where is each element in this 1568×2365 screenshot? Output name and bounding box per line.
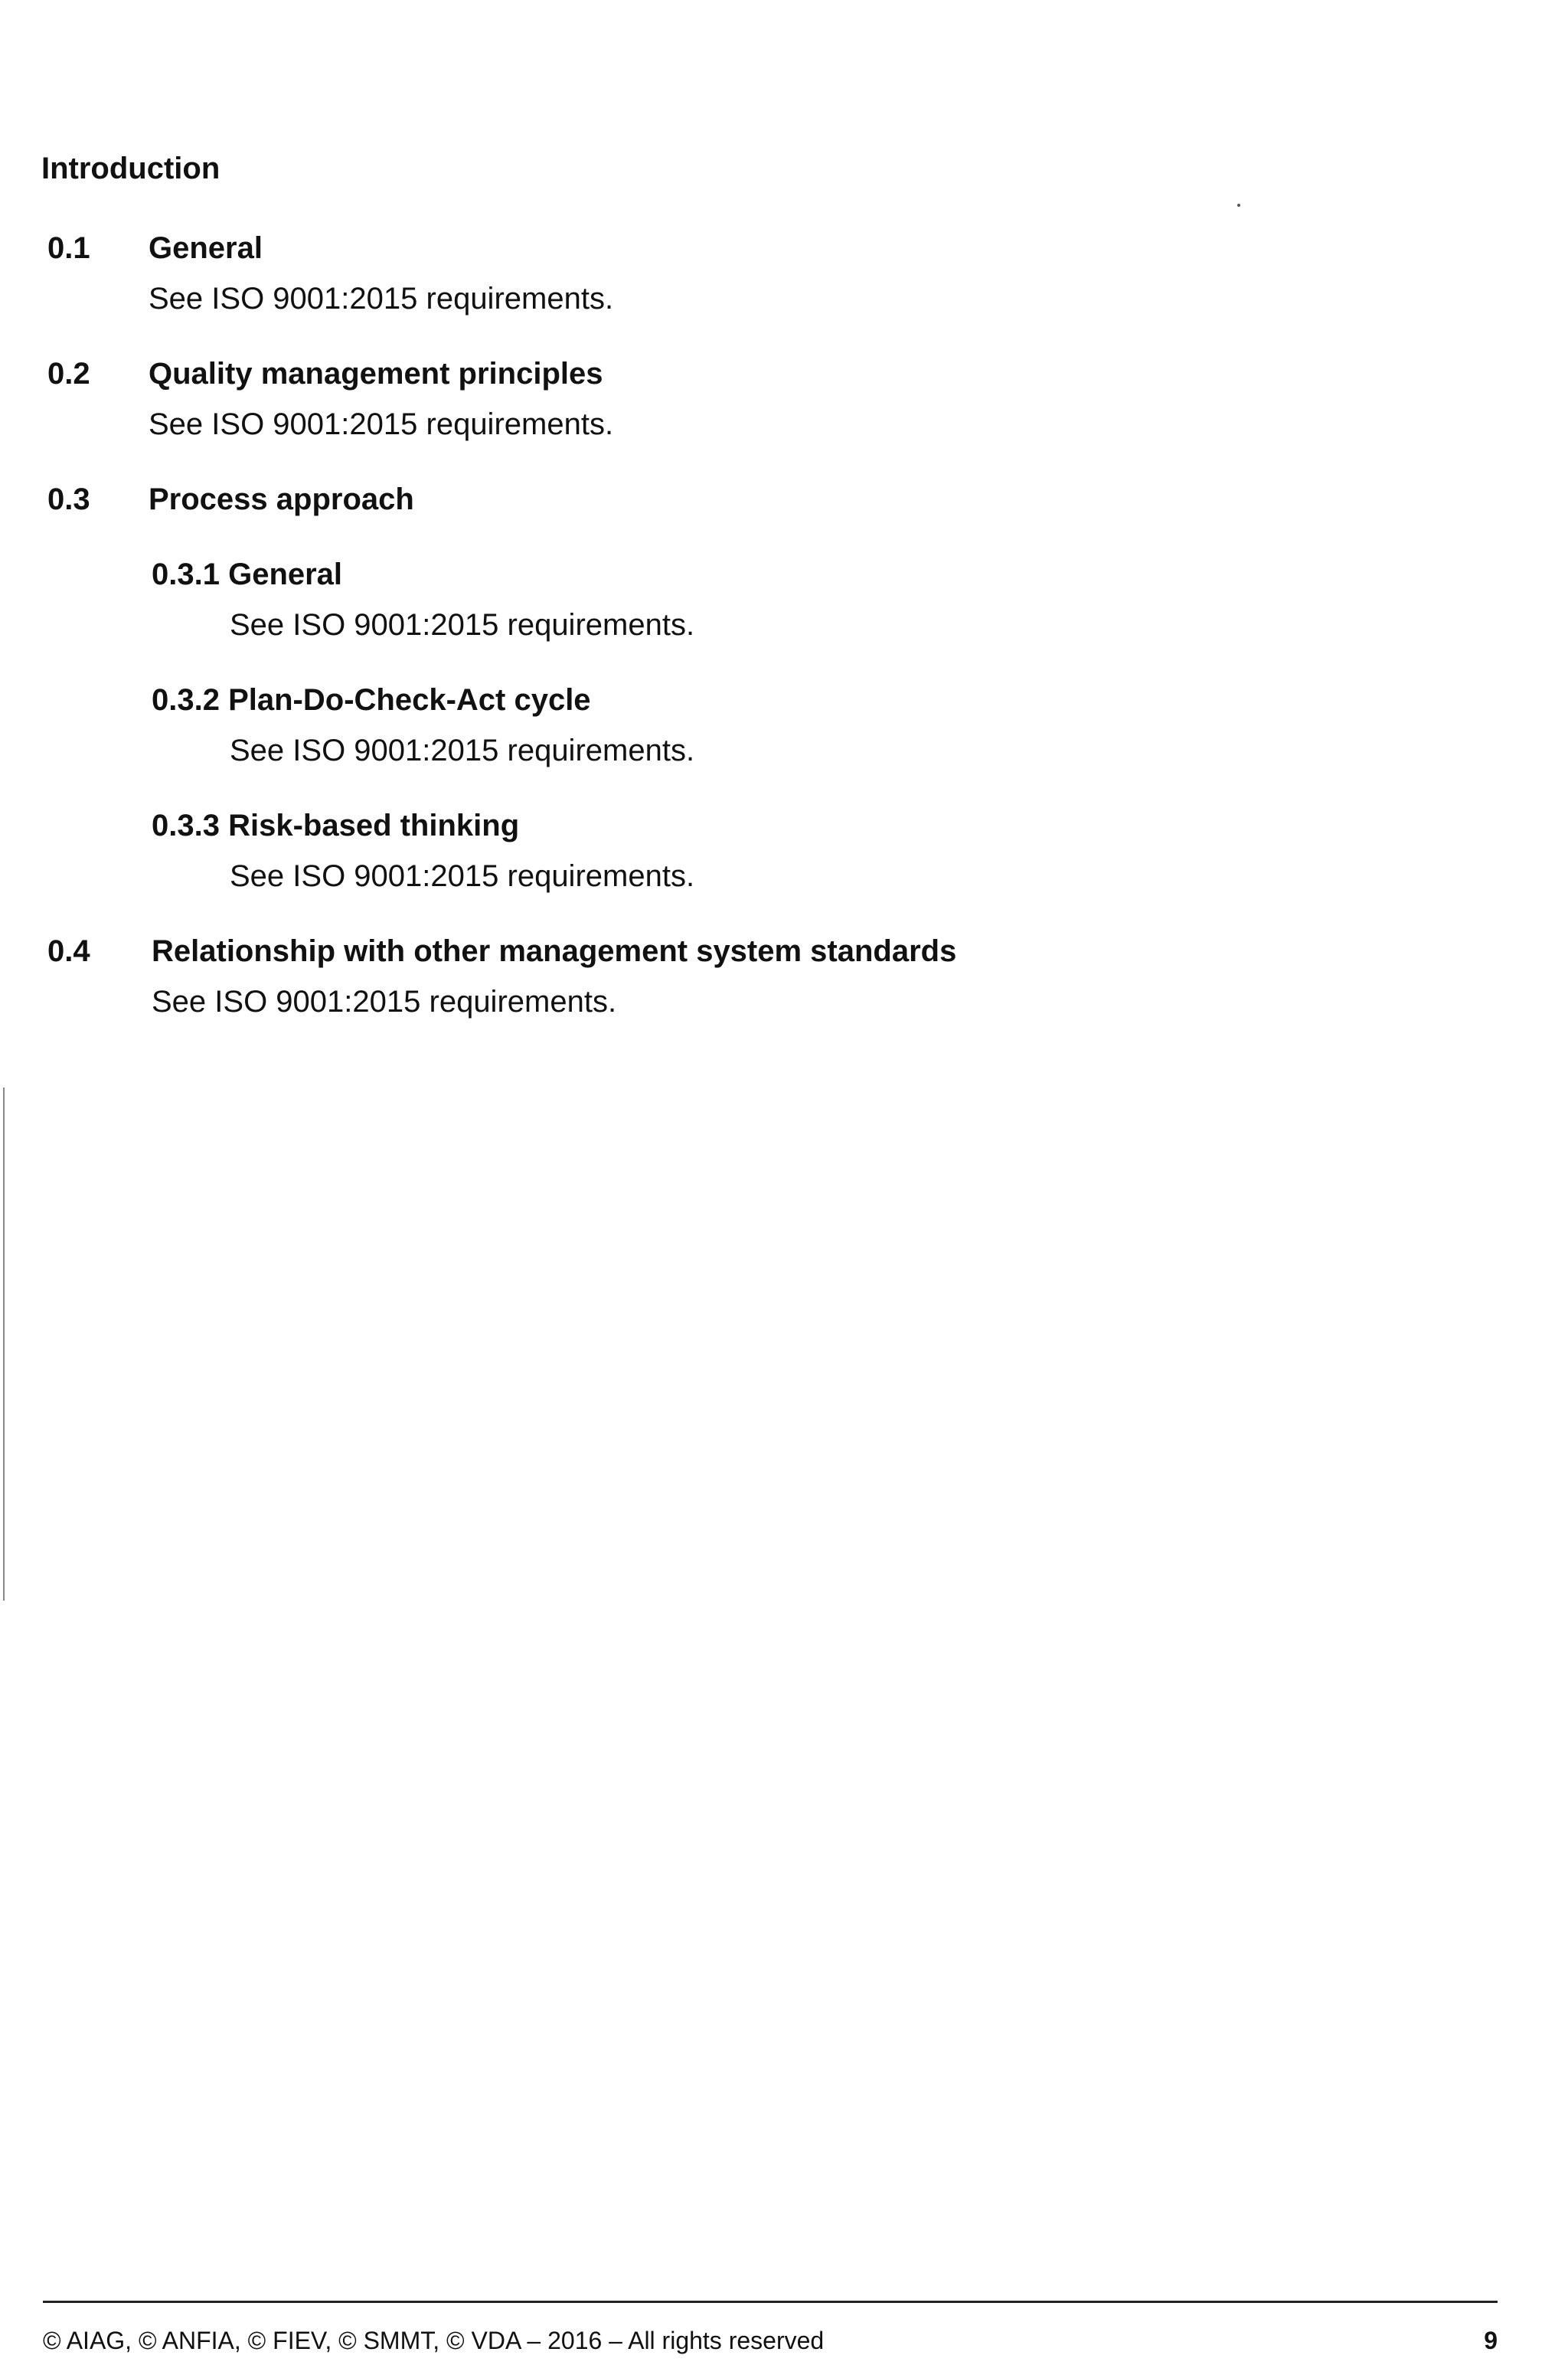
section-number-0-1: 0.1 (47, 231, 90, 265)
subsection-title-0-3-1: 0.3.1 General (152, 558, 343, 591)
subsection-text-0-3-2: See ISO 9001:2015 requirements. (230, 734, 695, 767)
section-text-0-4: See ISO 9001:2015 requirements. (152, 985, 617, 1019)
footer-page-number: 9 (1484, 2327, 1498, 2354)
section-title-0-2: Quality management principles (149, 357, 603, 391)
section-number-0-3: 0.3 (47, 482, 90, 516)
subsection-text-0-3-3: See ISO 9001:2015 requirements. (230, 859, 695, 893)
subsection-title-0-3-2: 0.3.2 Plan-Do-Check-Act cycle (152, 683, 591, 717)
section-title-0-4: Relationship with other management system standards (152, 934, 957, 968)
section-text-0-2: See ISO 9001:2015 requirements. (149, 407, 614, 441)
scan-edge-line (3, 1088, 5, 1601)
section-title-0-1: General (149, 231, 263, 265)
section-number-0-4: 0.4 (47, 934, 90, 968)
footer-rule (43, 2301, 1498, 2303)
subsection-text-0-3-1: See ISO 9001:2015 requirements. (230, 608, 695, 642)
page-heading: Introduction (41, 152, 220, 185)
subsection-title-0-3-3: 0.3.3 Risk-based thinking (152, 809, 520, 842)
section-title-0-3: Process approach (149, 482, 414, 516)
footer-copyright: © AIAG, © ANFIA, © FIEV, © SMMT, © VDA – 2016 – All rights reserved (43, 2327, 825, 2354)
section-text-0-1: See ISO 9001:2015 requirements. (149, 282, 614, 316)
scan-speck (1237, 204, 1240, 207)
section-number-0-2: 0.2 (47, 357, 90, 391)
